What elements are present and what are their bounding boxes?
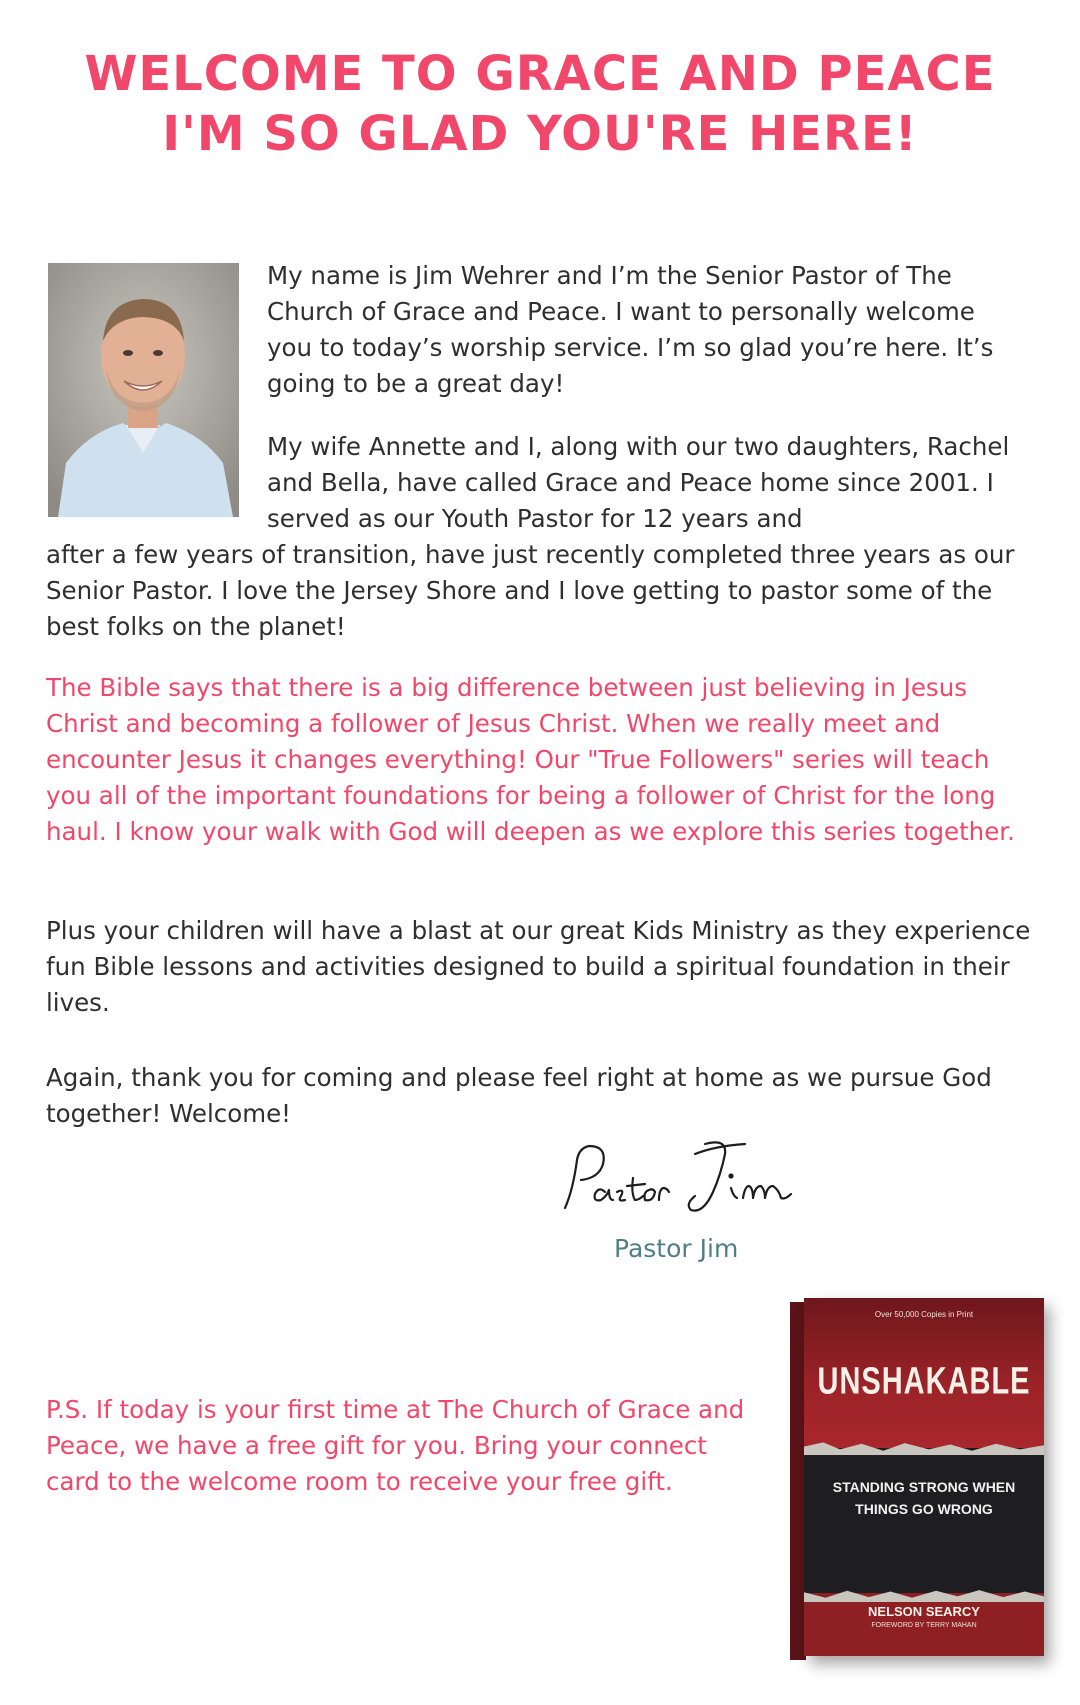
handwritten-signature [555,1130,825,1230]
book-cover-image [790,1298,1052,1663]
book-subtitle: STANDING STRONG WHEN THINGS GO WRONG [832,1479,1016,1517]
page-header [0,44,1080,164]
book-author: NELSON SEARCY [868,1604,980,1619]
book-foreword: FOREWORD BY TERRY MAHAN [871,1622,977,1629]
header-line-glad: I'M SO GLAD YOU'RE HERE! [162,106,918,162]
header-line-welcome: WELCOME TO GRACE AND PEACE [84,46,996,102]
closing-paragraph: Again, thank you for coming and please feel right at home as we pursue God together! Welcome! [46,1063,992,1128]
pastor-photo [48,263,239,517]
book-middle-band [804,1448,1044,1593]
intro-paragraph: My name is Jim Wehrer and I’m the Senior Pastor of The Church of Grace and Peace. I want to personally welcome you to today’s worship service. I’m so glad you’re here. It’s going to be a great day! [267,261,994,398]
signature-name: Pastor Jim [614,1234,739,1263]
book-copies-note: Over 50,000 Copies in Print [874,1310,974,1319]
family-paragraph-continued: after a few years of transition, have just recently completed three years as our Senior Pastor. I love the Jersey Shore and I love getting to pastor some of the best folks on the planet! [46,540,1015,641]
kids-ministry-paragraph: Plus your children will have a blast at our great Kids Ministry as they experience fun Bible lessons and activities designed to build a spiritual foundation in their lives. [46,916,1031,1017]
book-title: UNSHAKABLE [817,1361,1031,1403]
family-paragraph-start: My wife Annette and I, along with our two daughters, Rachel and Bella, have called Grace and Peace home since 2001. I served as our Youth Pastor for 12 years and [267,432,1010,533]
series-paragraph: The Bible says that there is a big difference between just believing in Jesus Christ and becoming a follower of Jesus Christ. When we really meet and encounter Jesus it changes everything! Our "True Followers" series will teach you all of the important foundations for being a follower of Christ for the long haul. I know your walk with God will deepen as we explore this series together. [46,673,1015,846]
book-front [804,1298,1044,1656]
postscript-paragraph: P.S. If today is your first time at The Church of Grace and Peace, we have a free gift for you. Bring your connect card to the welcome room to receive your free gift. [46,1395,745,1496]
